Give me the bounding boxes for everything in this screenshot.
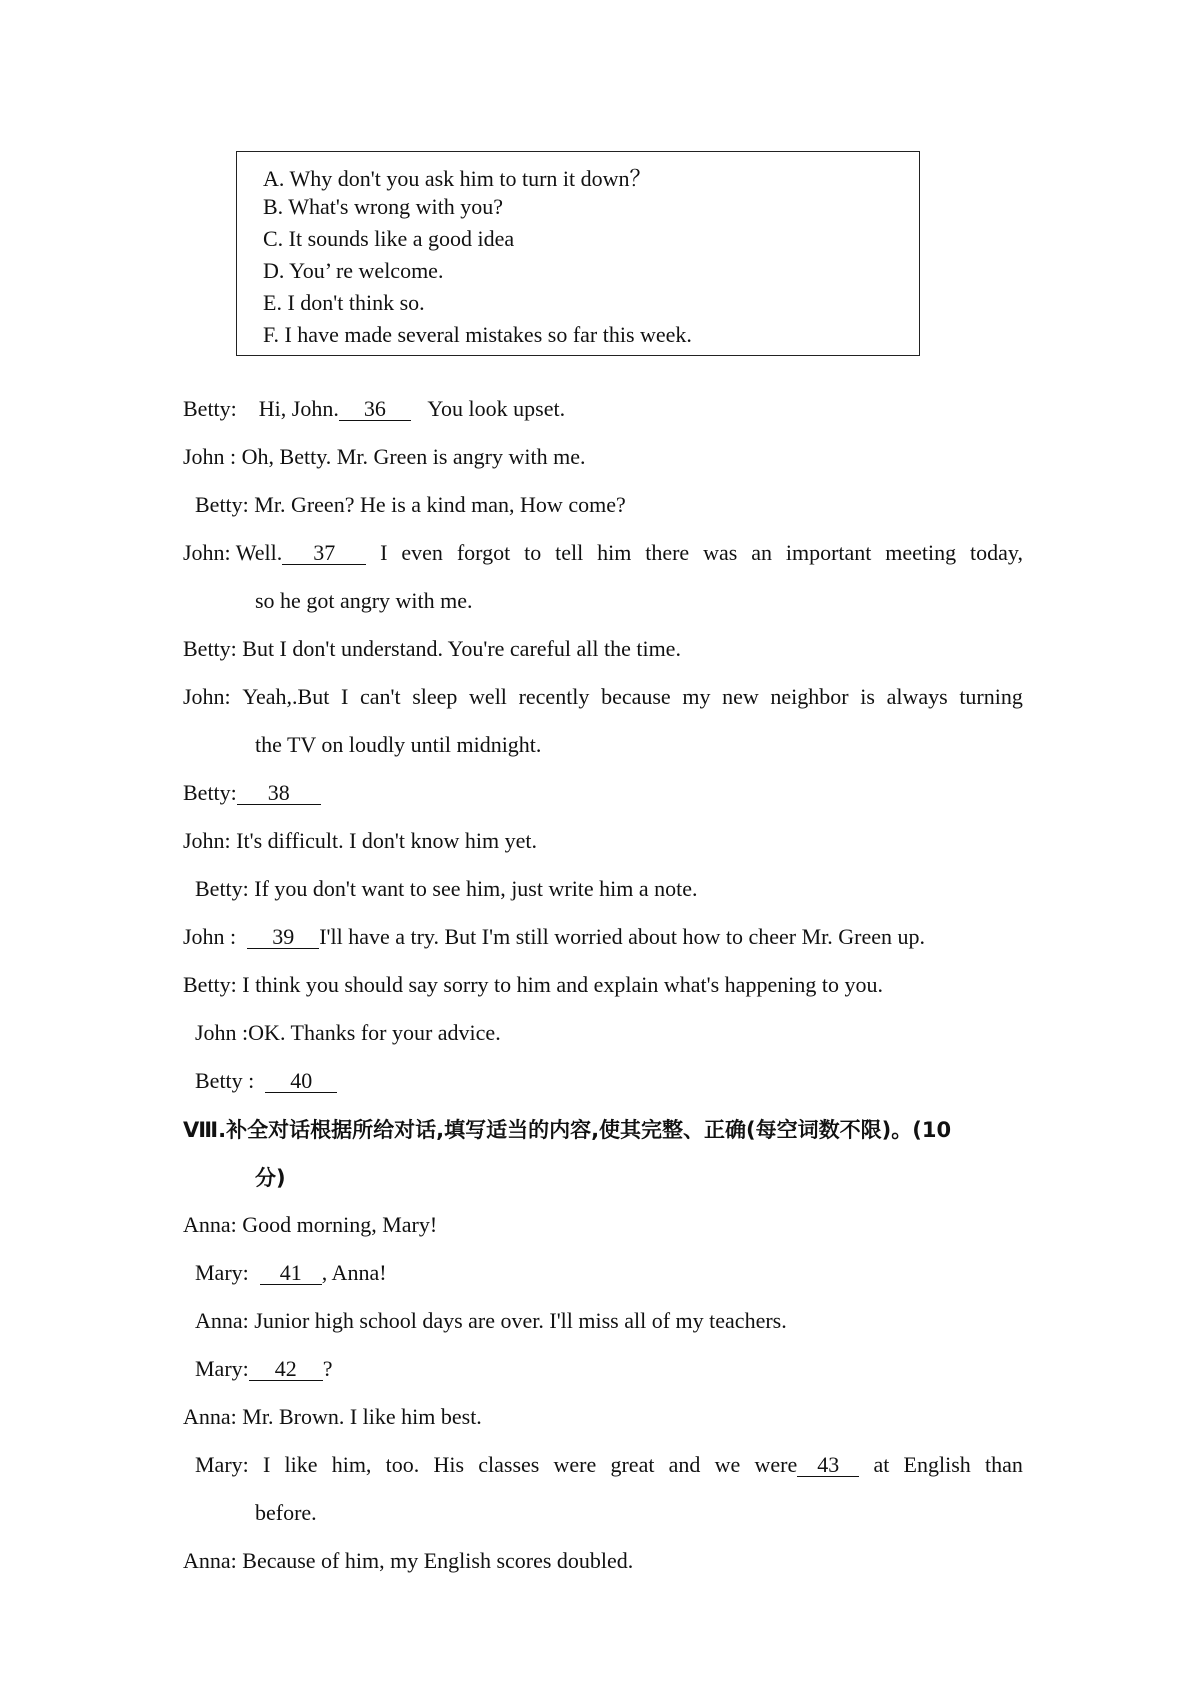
dialogue-line-8: John: It's difficult. I don't know him yet.: [183, 828, 537, 853]
dialogue-line-4-continued: so he got angry with me.: [255, 588, 473, 613]
word: neighbor: [770, 684, 849, 709]
option-b: B. What's wrong with you?: [263, 194, 504, 219]
answer-blank-42[interactable]: 42: [249, 1358, 323, 1381]
word: like: [284, 1452, 318, 1477]
dialogue-line-4: [183, 540, 1023, 566]
line-text: ?: [322, 1356, 333, 1381]
option-d: D. You’ re welcome.: [263, 258, 444, 283]
word: my: [682, 684, 711, 709]
answer-blank-41[interactable]: 41: [260, 1262, 322, 1285]
word: were: [553, 1452, 597, 1477]
dialogue2-line-6: [195, 1452, 1023, 1478]
word: him,: [331, 1452, 372, 1477]
word: Mary:: [195, 1452, 249, 1477]
word: meeting: [885, 540, 957, 565]
word: always: [886, 684, 948, 709]
dialogue2-line-4: [195, 1356, 333, 1382]
word: forgot: [456, 540, 511, 565]
speaker-label: Betty:: [183, 396, 237, 421]
dialogue2-line-7: Anna: Because of him, my English scores doubled.: [183, 1548, 634, 1573]
dialogue-line-1: [183, 396, 565, 422]
line-text: You look upset.: [427, 396, 566, 421]
word: great: [610, 1452, 655, 1477]
dialogue-line-6: [183, 684, 1023, 710]
dialogue-line-10: [183, 924, 925, 950]
dialogue-line-3: Betty: Mr. Green? He is a kind man, How come?: [195, 492, 626, 517]
line-text: Hi, John.: [258, 396, 339, 421]
word: can't: [359, 684, 401, 709]
dialogue-line-2: John : Oh, Betty. Mr. Green is angry with me.: [183, 444, 586, 469]
section-heading: Ⅷ.补全对话根据所给对话,填写适当的内容,使其完整、正确(每空词数不限)。(10: [183, 1118, 952, 1142]
word: sleep: [412, 684, 458, 709]
speaker-label: Mary:: [195, 1356, 249, 1381]
speaker-label: John :: [183, 924, 237, 949]
dialogue-line-9: Betty: If you don't want to see him, just write him a note.: [195, 876, 698, 901]
word: and: [668, 1452, 701, 1477]
line-text: [183, 540, 366, 566]
dialogue-line-6-continued: the TV on loudly until midnight.: [255, 732, 542, 757]
answer-blank-43[interactable]: 43: [797, 1454, 859, 1477]
dialogue-line-7: [183, 780, 321, 806]
dialogue2-line-1: Anna: Good morning, Mary!: [183, 1212, 438, 1237]
line-text: , Anna!: [321, 1260, 387, 1285]
dialogue-line-11: Betty: I think you should say sorry to him and explain what's happening to you.: [183, 972, 883, 997]
word: new: [722, 684, 759, 709]
word: an: [751, 540, 772, 565]
word: I: [340, 684, 349, 709]
word: him: [597, 540, 632, 565]
word: today,: [970, 540, 1023, 565]
word: English: [903, 1452, 971, 1477]
speaker-label: Betty:: [183, 780, 237, 805]
word: even: [401, 540, 443, 565]
word: Yeah,.But: [242, 684, 330, 709]
word: well: [469, 684, 507, 709]
speaker-label: Betty :: [195, 1068, 255, 1093]
word: John:: [183, 684, 231, 709]
dialogue-line-5: Betty: But I don't understand. You're careful all the time.: [183, 636, 681, 661]
line-text: I'll have a try. But I'm still worried about how to cheer Mr. Green up.: [319, 924, 926, 949]
option-f: F. I have made several mistakes so far this week.: [263, 322, 692, 347]
word: turning: [959, 684, 1023, 709]
dialogue-line-12: John :OK. Thanks for your advice.: [195, 1020, 501, 1045]
option-e: E. I don't think so.: [263, 290, 425, 315]
option-a: A. Why don't you ask him to turn it down？: [263, 166, 652, 191]
dialogue-line-13: [195, 1068, 337, 1094]
word: were: [754, 1452, 798, 1477]
dialogue2-line-3: Anna: Junior high school days are over. I'll miss all of my teachers.: [195, 1308, 787, 1333]
word: recently: [518, 684, 590, 709]
word: tell: [555, 540, 584, 565]
word: too.: [385, 1452, 420, 1477]
answer-blank-37[interactable]: 37: [282, 542, 366, 565]
word: we: [714, 1452, 741, 1477]
speaker-label: Mary:: [195, 1260, 249, 1285]
word: to: [524, 540, 542, 565]
word: I: [262, 1452, 271, 1477]
section-heading-continued: 分): [255, 1166, 286, 1190]
word: classes: [478, 1452, 540, 1477]
answer-blank-38[interactable]: 38: [237, 782, 321, 805]
word: important: [785, 540, 872, 565]
dialogue2-line-2: [195, 1260, 387, 1286]
dialogue2-line-6-continued: before.: [255, 1500, 317, 1525]
option-c: C. It sounds like a good idea: [263, 226, 515, 251]
word: is: [860, 684, 875, 709]
answer-options-box: [236, 151, 920, 356]
answer-blank-36[interactable]: 36: [339, 398, 411, 421]
word: I: [380, 540, 388, 565]
word: because: [601, 684, 671, 709]
word: at: [873, 1452, 890, 1477]
word-with-blank: [754, 1452, 859, 1478]
answer-blank-39[interactable]: 39: [247, 926, 319, 949]
answer-blank-40[interactable]: 40: [265, 1070, 337, 1093]
word: than: [984, 1452, 1023, 1477]
word: there: [645, 540, 690, 565]
word: His: [433, 1452, 465, 1477]
dialogue2-line-5: Anna: Mr. Brown. I like him best.: [183, 1404, 482, 1429]
line-prefix: John: Well.: [183, 540, 283, 565]
word: was: [703, 540, 738, 565]
